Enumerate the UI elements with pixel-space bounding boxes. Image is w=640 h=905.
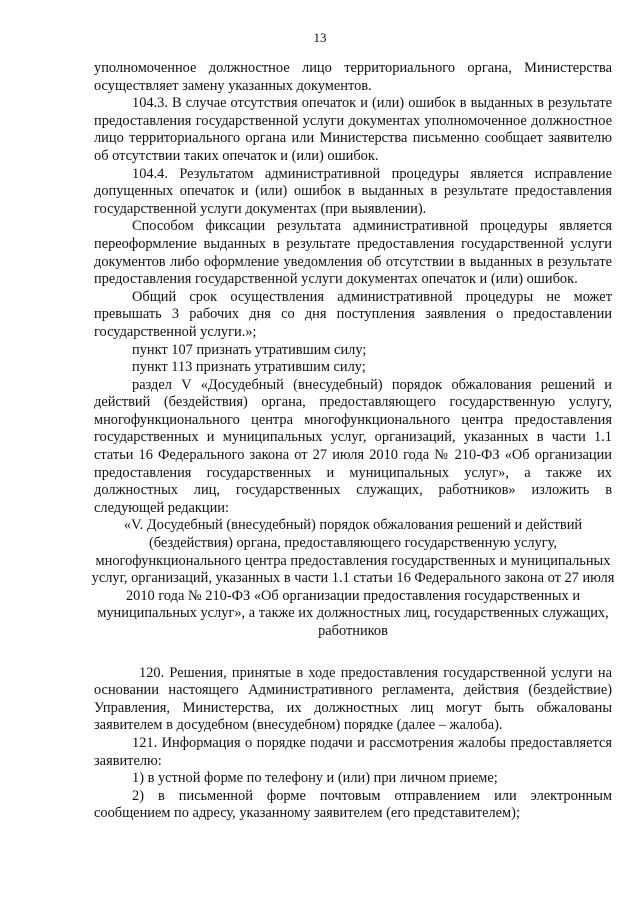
paragraph-104-4: 104.4. Результатом административной процедуры является исправление допущенных опечаток и (или) ошибок в выданных в результате предоставления государственной услуги документах (при выявлении). bbox=[94, 165, 612, 217]
section-heading: «V. Досудебный (внесудебный) порядок обжалования решений и действий (бездействия) органа, предоставляющего государственную услугу, многофункционального центра предоставления государственных и муниципальных услуг, организаций, указанных в части 1.1 статьи 16 Федерального закона от 27 июля 2010 года № 210-ФЗ «Об организации предоставления государственных и муниципальных услуг», а также их должностных лиц, государственных служащих, работников bbox=[91, 517, 615, 639]
paragraph-item-113: пункт 113 признать утратившим силу; bbox=[132, 359, 366, 376]
page-number: 13 bbox=[313, 30, 327, 45]
paragraph: уполномоченное должностное лицо территориального органа, Министерства осуществляет замену указанных документов. bbox=[94, 60, 612, 94]
paragraph-121: 121. Информация о порядке подачи и рассмотрения жалобы предоставляется заявителю: bbox=[94, 734, 612, 769]
document-body bbox=[91, 60, 615, 823]
paragraph: Способом фиксации результата административной процедуры является переоформление выданных в результате предоставления государственной услуги документов либо оформление уведомления об отсутствии в выданных в результате предоставления государственной услуги документах опечаток и (или) ошибок. bbox=[94, 218, 612, 288]
paragraph-104-3: 104.3. В случае отсутствия опечаток и (или) ошибок в выданных в результате предоставления государственной услуги документах уполномоченное должностное лицо территориального органа или Министерства письменно сообщает заявителю об отсутствии таких опечаток и (или) ошибок. bbox=[94, 95, 612, 164]
paragraph-120: 120. Решения, принятые в ходе предоставления государственной услуги на основании настоящего Административного регламента, действия (бездействие) Управления, Министерства, их должностных лиц могут быть обжалованы заявителем в досудебном (внесудебном) порядке (далее – жалоба). bbox=[94, 664, 612, 734]
spacer bbox=[94, 641, 612, 665]
paragraph: Общий срок осуществления административной процедуры не может превышать 3 рабочих дня со дня поступления заявления о предоставлении государственной услуги.»; bbox=[94, 288, 612, 340]
paragraph-item-107: пункт 107 признать утратившим силу; bbox=[132, 341, 367, 358]
paragraph-section-v: раздел V «Досудебный (внесудебный) порядок обжалования решений и действий (бездействия) органа, предоставляющего государственную услугу, многофункционального центра многофункционального центра предоставления государственных и муниципальных услуг, организаций, указанных в части 1.1 статьи 16 Федерального закона от 27 июля 2010 года № 210-ФЗ «Об организации предоставления государственных и муниципальных услуг», а также их должностных лиц, государственных служащих, работников» изложить в следующей редакции: bbox=[94, 376, 612, 516]
list-item: 1) в устной форме по телефону и (или) при личном приеме; bbox=[132, 770, 498, 787]
list-item: 2) в письменной форме почтовым отправлением или электронным сообщением по адресу, указанному заявителем (его представителем); bbox=[94, 787, 612, 822]
